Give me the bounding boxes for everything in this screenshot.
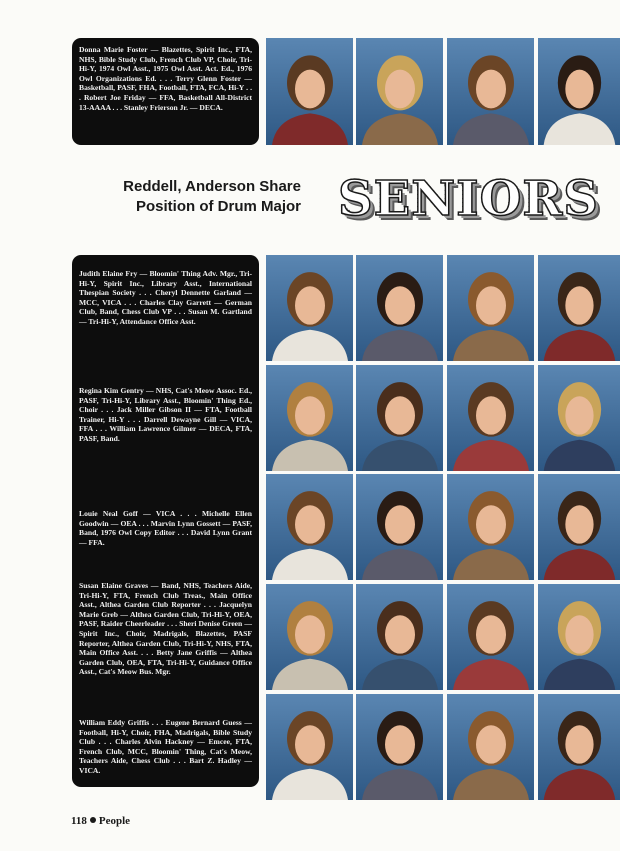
caption-text: Susan Elaine Graves — Band, NHS, Teachers Aide, Tri-Hi-Y, FTA, French Club Treas., Main Office Asst., Althea Garden Club Reporter . . . Jacquelyn Marie Greb — Althea Garden Club, Tri-Hi-Y, OEA, PASF, Raider Cheerleader . . . Sheri Denise Green — Spirit Inc., Choir, Madrigals, Blazettes, PASF Reporter, Althea Garden Club, Tri-Hi-Y, NHS, FTA, Main Office Asst. . . . Betty Jane Griffis — Althea Garden Club, OEA, FTA, Tri-Hi-Y, Guidance Office Asst., Cat's Meow Bus. Mgr. bbox=[79, 581, 252, 677]
section-title: SENIORS bbox=[338, 171, 599, 227]
caption-block-3 bbox=[72, 379, 259, 474]
caption-text: Judith Elaine Fry — Bloomin' Thing Adv. Mgr., Tri-Hi-Y, Spirit Inc., Library Asst., International Thespian Society . . . Cheryl Dennette Garland — MCC, VICA . . . Charles Clay Garrett — German Club, Band, Chess Club VP . . . Susan M. Gartland — Tri-Hi-Y, Attendance Office Asst. bbox=[79, 269, 252, 326]
caption-text: Louie Neal Goff — VICA . . . Michelle Ellen Goodwin — OEA . . . Marvin Lynn Gossett — PASF, Band, 1976 Owl Copy Editor . . . David Lynn Grant — FFA. bbox=[79, 509, 252, 547]
portrait-photo bbox=[356, 255, 443, 361]
caption-block-1 bbox=[72, 38, 259, 145]
caption-block-6 bbox=[72, 711, 259, 786]
portrait-photo bbox=[538, 365, 620, 471]
portrait-photo bbox=[447, 38, 534, 145]
portrait-photo bbox=[266, 255, 353, 361]
portrait-photo bbox=[356, 694, 443, 800]
headline-line-2: Position of Drum Major bbox=[136, 198, 301, 215]
caption-block-2 bbox=[72, 262, 259, 357]
portrait-photo bbox=[538, 255, 620, 361]
section-name: People bbox=[98, 815, 131, 827]
portrait-photo bbox=[356, 474, 443, 580]
caption-text: Donna Marie Foster — Blazettes, Spirit Inc., FTA, NHS, Bible Study Club, French Club VP, Choir, Tri-Hi-Y, 1974 Owl Asst., 1975 Owl Asst. Act. Ed., 1976 Owl Organizations Ed. . . . Terry Glenn Foster — Basketball, PASF, FHA, Football, FTA, FCA, Hi-Y . . . Robert Joe Friday — FFA, Basketball All-District 13-AAAA . . . Stanley Frierson Jr. — DECA. bbox=[79, 45, 252, 112]
portrait-photo bbox=[266, 38, 353, 145]
portrait-photo bbox=[447, 694, 534, 800]
page-folio bbox=[71, 815, 130, 827]
portrait-photo bbox=[538, 38, 620, 145]
headline-line-1: Reddell, Anderson Share bbox=[123, 178, 301, 195]
bullet-icon bbox=[90, 817, 96, 823]
portrait-photo bbox=[538, 694, 620, 800]
portrait-photo bbox=[266, 474, 353, 580]
portrait-photo bbox=[538, 584, 620, 690]
portrait-photo bbox=[356, 584, 443, 690]
caption-block-5 bbox=[72, 574, 259, 709]
caption-block-4 bbox=[72, 502, 259, 582]
portrait-photo bbox=[356, 38, 443, 145]
caption-text: William Eddy Griffis . . . Eugene Bernard Guess — Football, Hi-Y, Choir, FHA, Madrigals, Bible Study Club . . . Charles Alvin Hackney — Emcee, FTA, French Club, MCC, Bloomin' Thing, Cat's Meow, Teachers Aide, Chess Club . . . Bart Z. Hadley — VICA. bbox=[79, 718, 252, 775]
portrait-photo bbox=[447, 474, 534, 580]
portrait-photo bbox=[447, 255, 534, 361]
portrait-photo bbox=[538, 474, 620, 580]
portrait-photo bbox=[266, 365, 353, 471]
page-number: 118 bbox=[71, 815, 87, 827]
caption-text: Regina Kim Gentry — NHS, Cat's Meow Assoc. Ed., PASF, Tri-Hi-Y, Library Asst., Bloomin' Thing Ed., Choir . . . Jack Miller Gibson II — FTA, Football Trainer, Hi-Y . . . Darrell Dewayne Gill — VICA, FFA . . . William Lawrence Gilmer — DECA, FTA, PASF, Band. bbox=[79, 386, 252, 443]
portrait-photo bbox=[266, 584, 353, 690]
portrait-photo bbox=[356, 365, 443, 471]
portrait-photo bbox=[447, 365, 534, 471]
portrait-photo bbox=[266, 694, 353, 800]
portrait-photo bbox=[447, 584, 534, 690]
headline bbox=[96, 177, 301, 217]
